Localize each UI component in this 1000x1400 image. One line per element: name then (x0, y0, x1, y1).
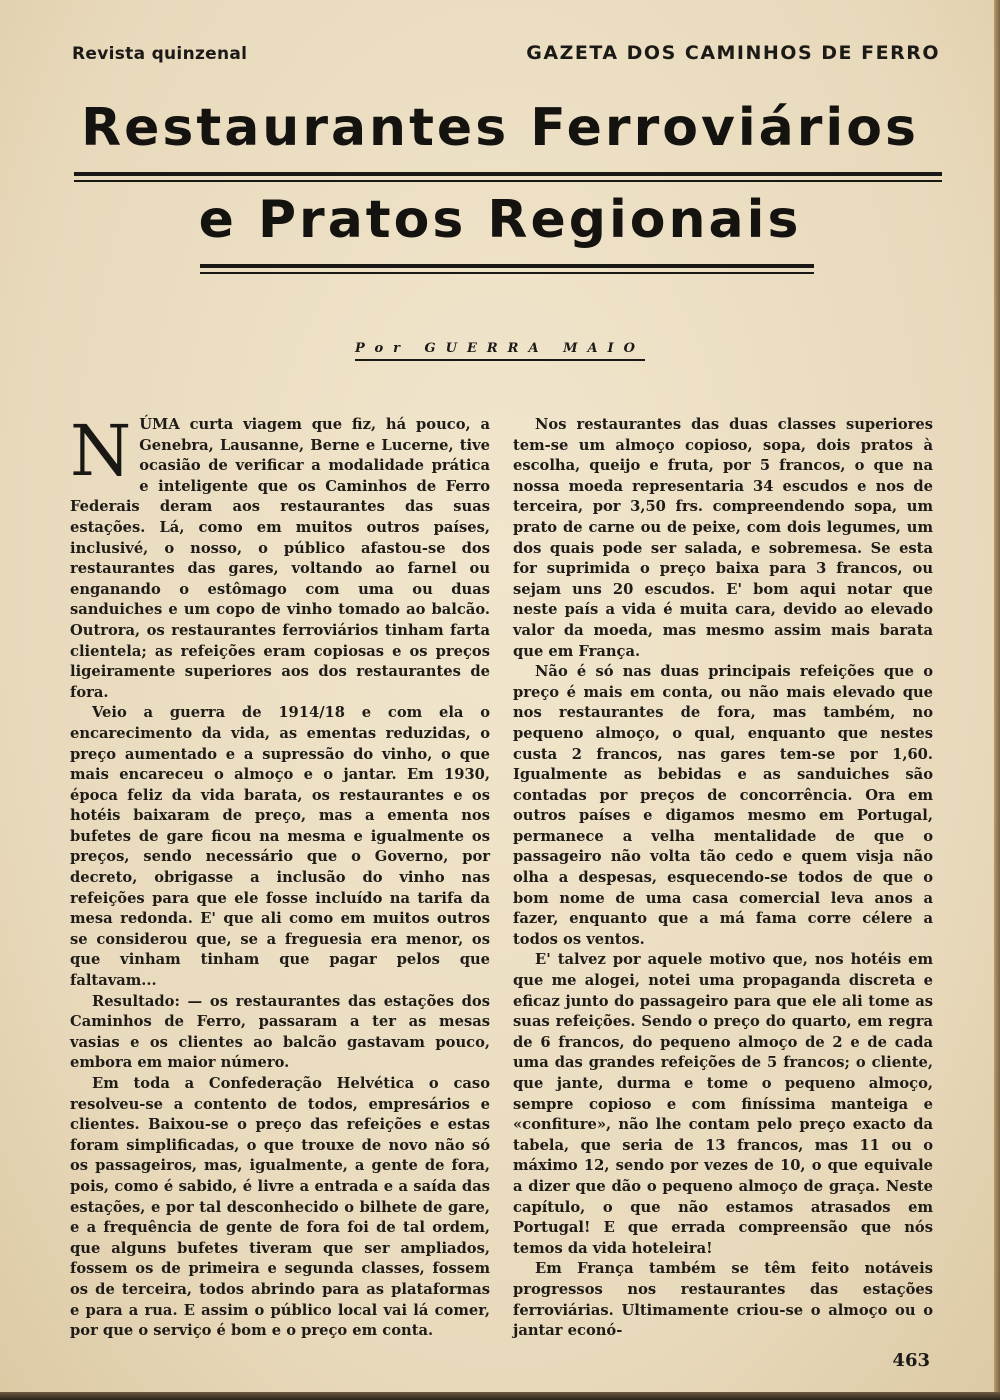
page-bottom-edge (0, 1392, 1000, 1400)
paragraph: E' talvez por aquele motivo que, nos hotéis em que me alogei, notei uma propaganda discreta e eficaz junto do passageiro para que ele ali tome as suas refeições. Sendo o preço do quarto, em regra de 6 francos, do pequeno almoço de 2 e de cada uma das grandes refeições de 5 francos; o cliente, que jante, durma e tome o pequeno almoço, sempre copioso e com finíssima manteiga e «confiture», não lhe contam pelo preço exacto da tabela, que seria de 13 francos, mas 11 ou o máximo 12, sendo por vezes de 10, o que equivale a dizer que dão o pequeno almoço de graça. Neste capítulo, o que não estamos atrasados em Portugal! E que errada compreensão que nós temos da vida hoteleira! (513, 951, 933, 1257)
byline-author: Por GUERRA MAIO (355, 341, 645, 361)
paragraph: Em França também se têm feito notáveis progressos nos restaurantes das estações ferroviárias. Ultimamente criou-se o almoço ou o jantar econó- (513, 1260, 933, 1340)
title-rule-thick (74, 172, 942, 176)
header-publication-name: GAZETA DOS CAMINHOS DE FERRO (526, 42, 940, 64)
paragraph: Em toda a Confederação Helvética o caso resolveu-se a contento de todos, empresários e clientes. Baixou-se o preço das refeições e estas foram simplificadas, o que trouxe de novo não só os passageiros, mas, igualmente, a gente de fora, pois, como é sabido, é livre a entrada e a saída das estações, e por tal desconhecido o bilhete de gare, e a frequência de gente de fora foi de tal ordem, que alguns bufetes tiveram que ser ampliados, fossem os de primeira e segunda classes, fossem os de terceira, todos abrindo para as plataformas e para a rua. E assim o público local vai lá comer, por que o serviço é bom e o preço em conta. (70, 1075, 490, 1340)
title-rule-thin (74, 180, 942, 182)
article-title-line-2: e Pratos Regionais (198, 190, 802, 250)
header-issue-frequency: Revista quinzenal (72, 44, 248, 64)
paragraph: ÚMA curta viagem que fiz, há pouco, a Genebra, Lausanne, Berne e Lucerne, tive ocasião de verificar a modalidade prática e inteligente que os Caminhos de Ferro Federais deram aos restaurantes das suas estações. Lá, como em muitos outros países, inclusivé, o nosso, o público afastou-se dos restaurantes das gares, voltando ao farnel ou enganando o estômago com uma ou duas sanduiches e um copo de vinho tomado ao balcão. Outrora, os restaurantes ferroviários tinham farta clientela; as refeições eram copiosas e os preços ligeiramente superiores aos dos restaurantes de fora. (70, 416, 490, 701)
article-column-left (70, 410, 490, 1342)
paragraph: Nos restaurantes das duas classes superiores tem-se um almoço copioso, sopa, dois pratos à escolha, queijo e fruta, por 5 francos, o que na nossa moeda representaria 34 escudos e nos de terceira, por 3,50 frs. compreendendo sopa, um prato de carne ou de peixe, com dois legumes, um dos quais pode ser salada, e sobremesa. Se esta for suprimida o preço baixa para 3 francos, ou sejam uns 20 escudos. E' bom aqui notar que neste país a vida é muita cara, devido ao elevado valor da moeda, mas mesmo assim mais barata que em França. (513, 416, 933, 660)
subtitle-rule-thick (200, 264, 814, 268)
article-column-right (513, 415, 933, 1342)
page-number: 463 (892, 1350, 930, 1371)
byline (0, 337, 1000, 361)
article-title-line-1: Restaurantes Ferroviários (81, 98, 919, 158)
paragraph: Veio a guerra de 1914/18 e com ela o encarecimento da vida, as ementas reduzidas, o preço aumentado e a supressão do vinho, o que mais encareceu o almoço e o jantar. Em 1930, época feliz da vida barata, os restaurantes e os hotéis baixaram de preço, mas a ementa nos bufetes de gare ficou na mesma e igualmente os preços, sendo necessário que o Governo, por decreto, obrigasse a inclusão do vinho nas refeições para que ele fosse incluído na tarifa da mesa redonda. E' que ali como em muitos outros se considerou que, se a freguesia era menor, os que vinham tinham que pagar pelos que faltavam... (70, 704, 490, 990)
subtitle-rule-thin (200, 272, 814, 274)
drop-cap: N (70, 410, 132, 492)
paragraph: Não é só nas duas principais refeições que o preço é mais em conta, ou não mais elevado que nos restaurantes de fora, mas também, no pequeno almoço, o qual, enquanto que nestes custa 2 francos, nas gares tem-se por 1,60. Igualmente as bebidas e as sanduiches são contadas por preços de concorrência. Ora em outros países e digamos mesmo em Portugal, permanece a velha mentalidade de que o passageiro não volta tão cedo e quem visja não olha a despesas, esquecendo-se todos de que o bom nome de uma casa comercial leva anos a fazer, enquanto que a má fama corre célere a todos os ventos. (513, 663, 933, 948)
paragraph: Resultado: — os restaurantes das estações dos Caminhos de Ferro, passaram a ter as mesas vasias e os clientes ao balcão gastavam pouco, embora em maior número. (70, 992, 490, 1072)
